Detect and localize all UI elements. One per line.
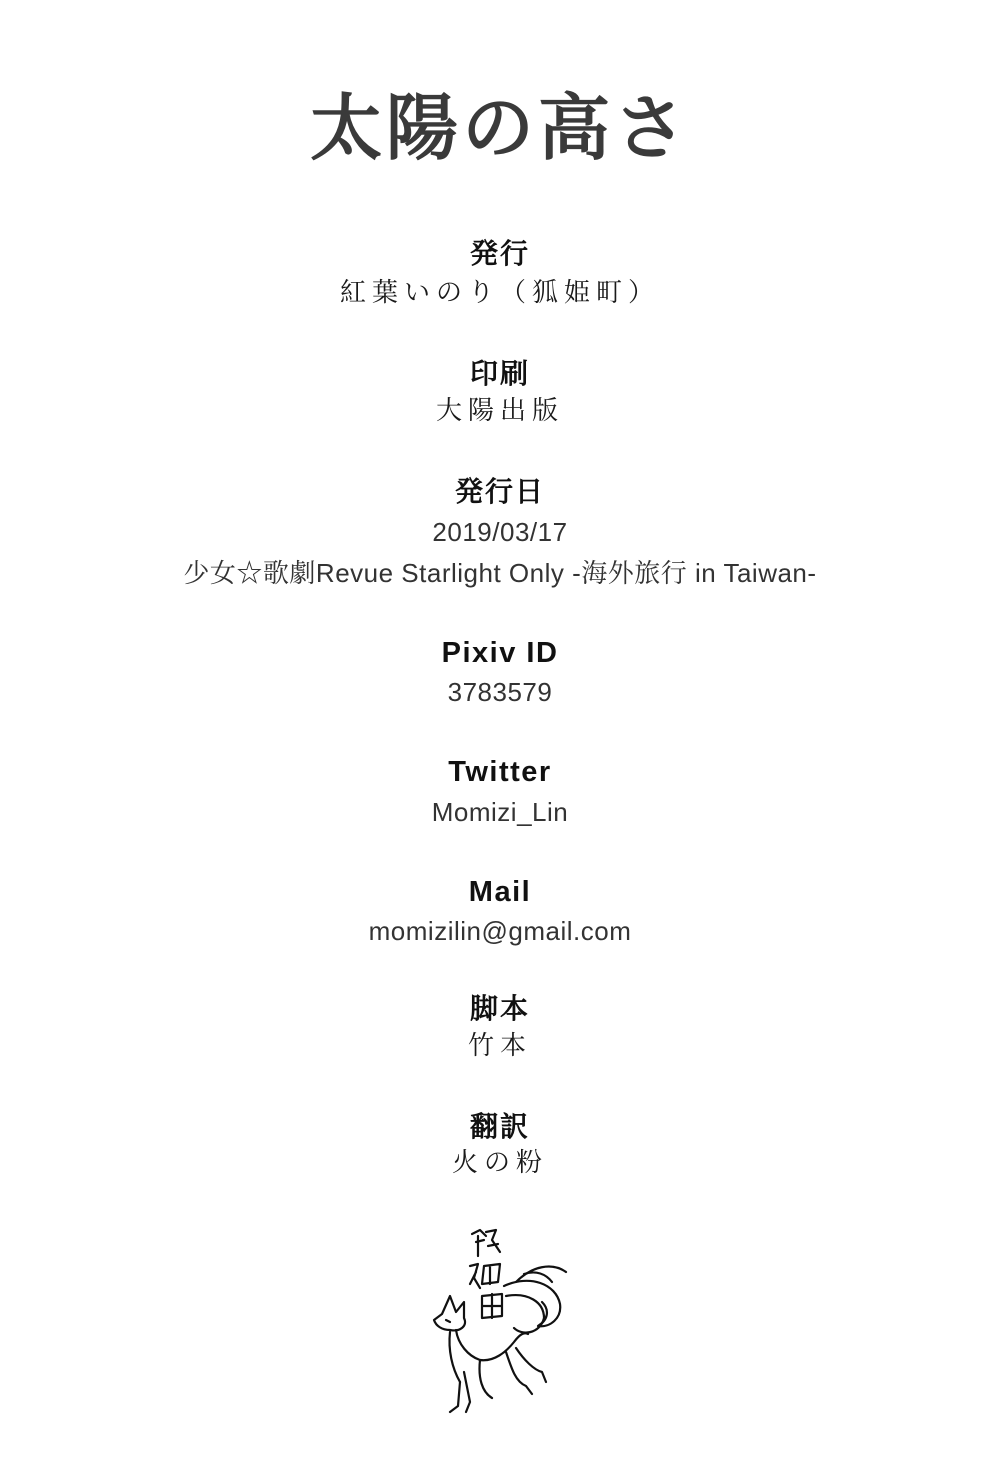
section-pixiv-value: 3783579 <box>447 677 553 707</box>
section-event-value: 少女☆歌劇Revue Starlight Only -海外旅行 in Taiwan- <box>183 558 817 588</box>
section-script-value: 竹本 <box>467 1031 532 1061</box>
section-twitter-label: Twitter <box>448 756 552 788</box>
section-twitter-value: Momizi_Lin <box>431 797 569 827</box>
section-pixiv-label: Pixiv ID <box>441 637 559 669</box>
section-date-label: 発行日 <box>454 475 545 508</box>
section-publisher-value: 紅葉いのり（狐姫町） <box>339 278 660 308</box>
section-mail-label: Mail <box>468 876 532 908</box>
fox-seal-icon <box>420 1222 580 1422</box>
section-publisher-label: 発行 <box>469 237 530 270</box>
section-printer-label: 印刷 <box>469 357 530 390</box>
section-translation-value: 火の粉 <box>451 1148 548 1178</box>
section-script-label: 脚本 <box>469 992 530 1025</box>
page-title: 太陽の高さ <box>309 86 690 170</box>
section-mail-value: momizilin@gmail.com <box>368 916 632 946</box>
section-translation-label: 翻訳 <box>469 1110 530 1143</box>
section-printer-value: 大陽出版 <box>435 396 564 426</box>
section-date-value: 2019/03/17 <box>432 517 568 547</box>
